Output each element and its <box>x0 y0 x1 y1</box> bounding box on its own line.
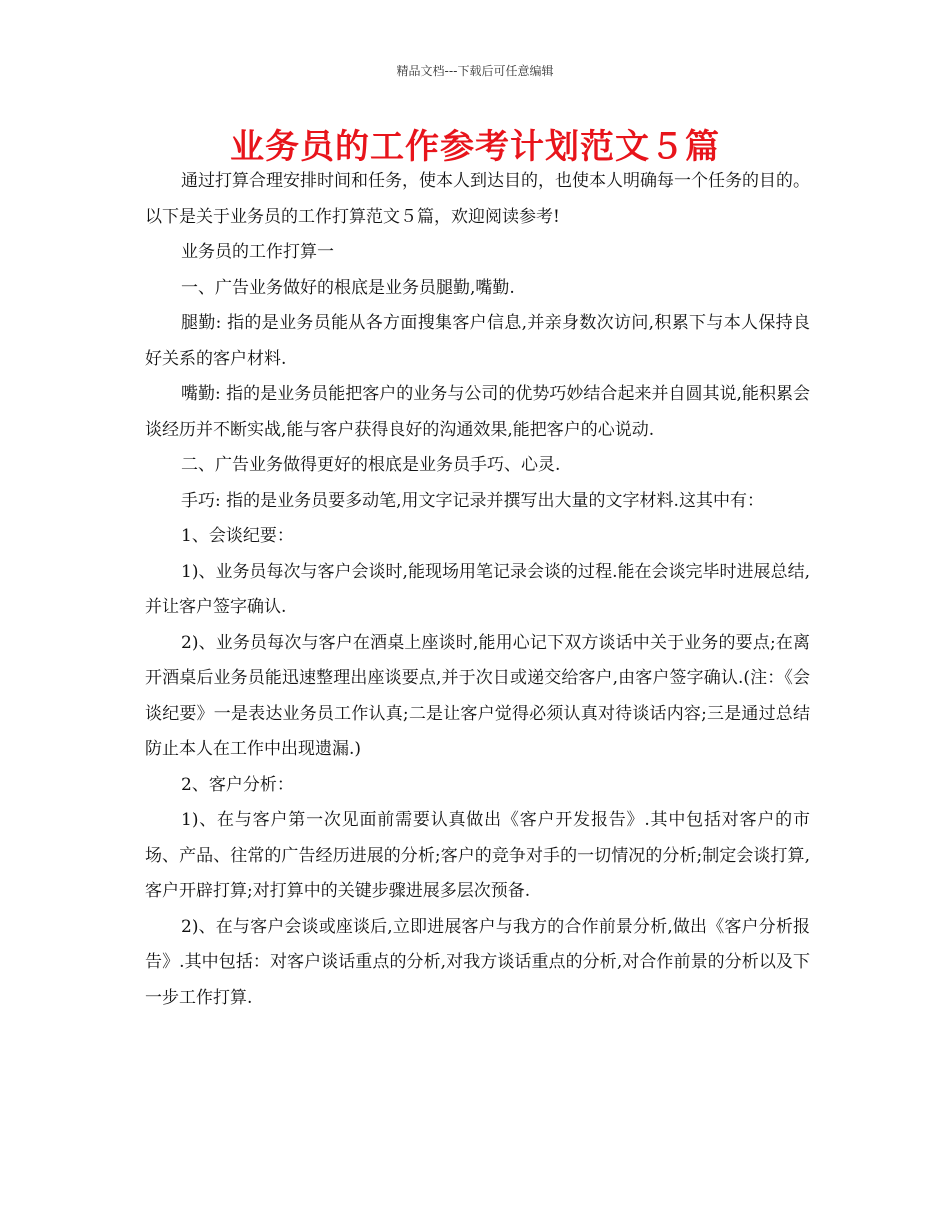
paragraph-intro: 通过打算合理安排时间和任务，使本人到达目的，也使本人明确每一个任务的目的。以下是关于业务员的工作打算范文５篇，欢迎阅读参考! <box>145 171 810 227</box>
paragraph-point-2: 二、广告业务做得更好的根底是业务员手巧、心灵. <box>181 455 561 475</box>
list-item-minutes-2: 2)、业务员每次与客户在酒桌上座谈时,能用心记下双方谈话中关于业务的要点;在离开酒桌后业务员能迅速整理出座谈要点,并于次日或递交给客户,由客户签字确认.(注：《会谈纪要》一是表达业务员工作认真;二是让客户觉得必须认真对待谈话内容;三是通过总结防止本人在工作中出现遗漏.) <box>145 632 810 759</box>
document-title: 业务员的工作参考计划范文５篇 <box>230 127 720 167</box>
list-item-analysis-1: 1)、在与客户第一次见面前需要认真做出《客户开发报告》.其中包括对客户的市场、产品、往常的广告经历进展的分析;客户的竞争对手的一切情况的分析;制定会谈打算,客户开辟打算;对打算中的关键步骤进展多层次预备. <box>145 810 810 901</box>
list-heading-meeting-minutes: 1、会谈纪要： <box>181 526 294 546</box>
paragraph-skillful-hands: 手巧: 指的是业务员要多动笔,用文字记录并撰写出大量的文字材料.这其中有： <box>181 490 764 511</box>
list-heading-client-analysis: 2、客户分析： <box>181 774 294 795</box>
list-item-minutes-1: 1)、业务员每次与客户会谈时,能现场用笔记录会谈的过程.能在会谈完毕时进展总结,并让客户签字确认. <box>145 561 810 617</box>
paragraph-leg-diligence: 腿勤: 指的是业务员能从各方面搜集客户信息,并亲身数次访问,积累下与本人保持良好关系的客户材料. <box>145 313 810 369</box>
document-body <box>145 164 810 1016</box>
header-note: 精品文档---下载后可任意编辑 <box>396 64 554 78</box>
section-heading-plan-1: 业务员的工作打算一 <box>181 242 334 262</box>
paragraph-point-1: 一、广告业务做好的根底是业务员腿勤,嘴勤. <box>181 277 515 298</box>
list-item-analysis-2: 2)、在与客户会谈或座谈后,立即进展客户与我方的合作前景分析,做出《客户分析报告》.其中包括：对客户谈话重点的分析,对我方谈话重点的分析,对合作前景的分析以及下一步工作打算. <box>145 916 810 1008</box>
paragraph-mouth-diligence: 嘴勤: 指的是业务员能把客户的业务与公司的优势巧妙结合起来并自圆其说,能积累会谈经历并不断实战,能与客户获得良好的沟通效果,能把客户的心说动. <box>145 384 810 440</box>
